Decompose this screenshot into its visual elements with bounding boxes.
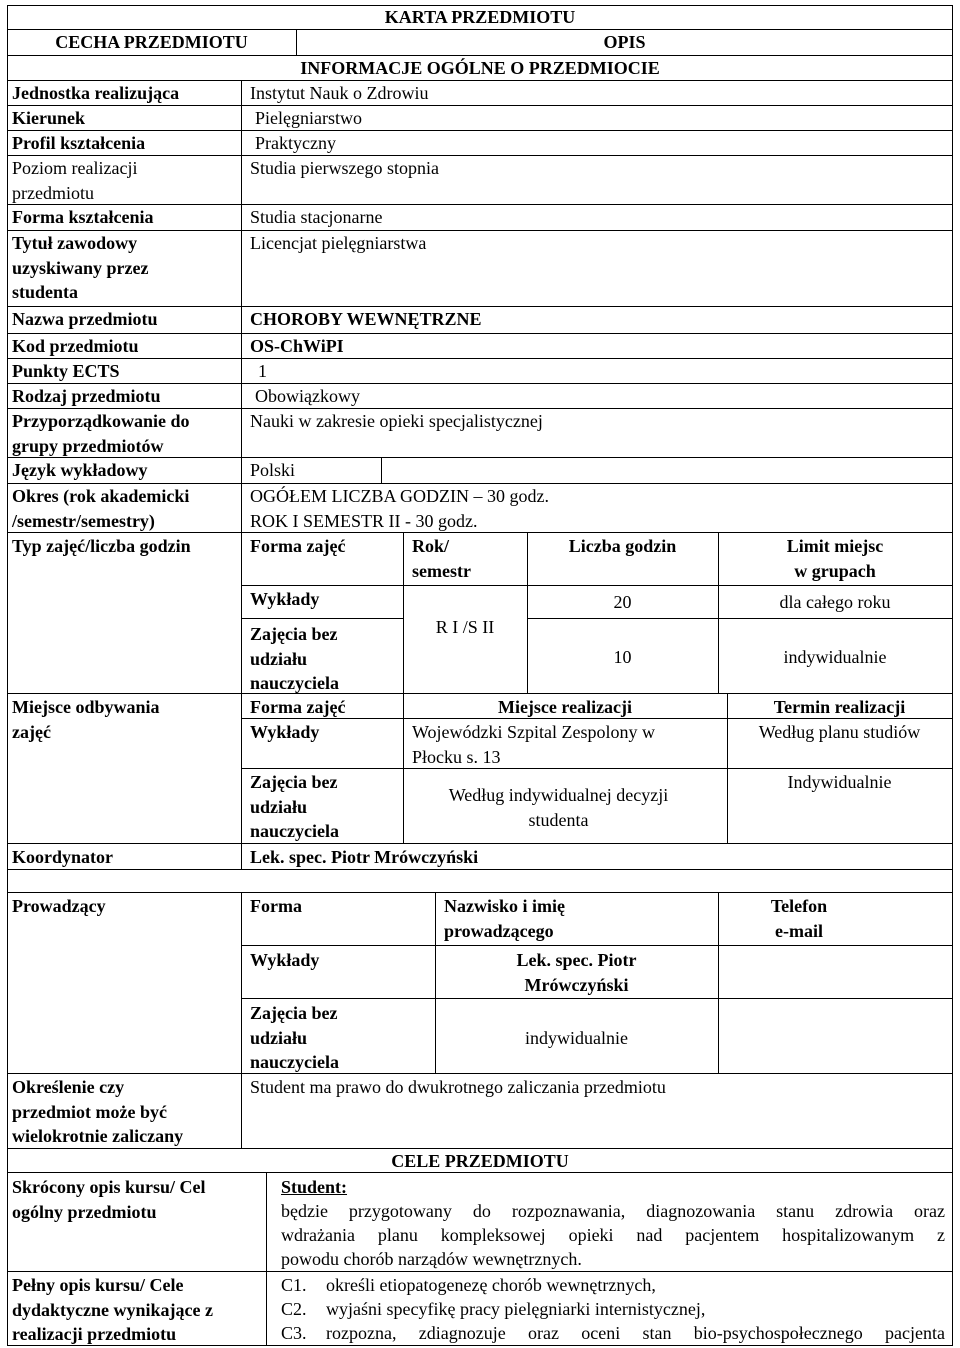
classes-self-line: udziału (250, 648, 308, 669)
classes-head-limit-line: Limit miejsc (786, 536, 884, 556)
place-label (12, 695, 160, 744)
classes-year-value: R I /S II (435, 617, 495, 637)
place-label-line: zajęć (12, 721, 51, 742)
goals-short-label (12, 1175, 206, 1224)
classes-label: Typ zajęć/liczba godzin (12, 536, 191, 556)
place-self-where (403, 783, 714, 832)
teachers-head-email: e-mail (775, 920, 823, 941)
coordinator-label: Koordynator (12, 847, 113, 867)
teachers-self-name: indywidualnie (525, 1028, 628, 1048)
rule-classes-form (403, 532, 404, 693)
classes-head-year-line: Rok/ (412, 536, 450, 556)
place-self-line: udziału (250, 796, 308, 817)
classes-head-hours: Liczba godzin (568, 536, 677, 556)
course-type-value: Obowiązkowy (255, 386, 360, 406)
teachers-lecture-name-line: Mrówczyński (524, 974, 629, 995)
rule-row (7, 358, 953, 359)
lecture-hours: 20 (613, 592, 632, 612)
rule-teach-lecture (241, 998, 952, 999)
teachers-lecture: Wykłady (250, 950, 320, 970)
rule-classes-left (241, 532, 242, 693)
group-label-line: grupy przedmiotów (12, 435, 164, 456)
period-label (12, 484, 189, 533)
card-title: KARTA PRZEDMIOTU (384, 7, 576, 27)
place-head-form: Forma zajęć (250, 697, 346, 717)
course-code-value: OS-ChWiPI (250, 336, 344, 356)
rule-coord-end (7, 869, 953, 870)
field-label: Kierunek (12, 108, 86, 128)
field-value: Pielęgniarstwo (255, 108, 362, 128)
rule-teach-head (241, 945, 952, 946)
course-name-label: Nazwa przedmiotu (12, 309, 158, 329)
goals-short-label-line: Skrócony opis kursu/ Cel (12, 1177, 206, 1197)
place-lecture: Wykłady (250, 722, 320, 742)
classes-self-line: nauczyciela (250, 673, 339, 693)
goal-text: określi etiopatogenezę chorób wewnętrznych, (326, 1275, 656, 1295)
place-lecture-where (412, 720, 655, 769)
profile-label: Profil kształcenia (12, 133, 146, 153)
goals-full-label (12, 1273, 213, 1347)
course-code-label: Kod przedmiotu (12, 336, 139, 356)
degree-label-line: Tytuł zawodowy (12, 233, 138, 253)
goals-short-line: będzie przygotowany do rozpoznawania, diagnozowania stanu zdrowia oraz (281, 1201, 945, 1221)
goals-title: CELE PRZEDMIOTU (391, 1151, 569, 1171)
teachers-lecture-name (435, 948, 718, 997)
goal-code: C1. (281, 1275, 307, 1295)
rule-general-split (241, 80, 242, 532)
degree-label-line: studenta (12, 282, 79, 302)
level-label (12, 156, 137, 205)
repeat-label-line: Określenie czy (12, 1077, 125, 1097)
goals-full-label-line: Pełny opis kursu/ Cele (12, 1275, 184, 1295)
col-description-header: OPIS (603, 32, 646, 52)
goal-code: C2. (281, 1299, 307, 1319)
classes-head-year-line: semestr (412, 560, 471, 581)
goal-text: rozpozna, zdiagnozuje oraz oceni stan bio-psychospołecznego pacjenta (326, 1323, 945, 1343)
teachers-self-line: Zajęcia bez (250, 1003, 338, 1023)
form-value: Studia stacjonarne (250, 207, 383, 227)
lecture-limit: dla całego roku (779, 592, 891, 612)
rule-repeat-split (241, 1073, 242, 1148)
place-lecture-where-line: Wojewódzki Szpital Zespolony w (412, 722, 656, 742)
repeat-label-line: przedmiot może być (12, 1101, 167, 1122)
rule-teach-left (241, 892, 242, 1073)
rule-row (7, 333, 953, 334)
rule-classes-lecture-right (527, 618, 952, 619)
classes-head-limit (718, 534, 952, 583)
rule-classes-lecture-left (241, 618, 403, 619)
goals-full-label-line: realizacji przedmiotu (12, 1324, 177, 1344)
classes-self (250, 622, 339, 696)
rule-lang-end (381, 457, 382, 483)
place-self (250, 770, 339, 844)
period-label-line: /semestr/semestry) (12, 510, 155, 531)
teachers-lecture-name-line: Lek. spec. Piotr (516, 950, 637, 970)
self-limit: indywidualnie (783, 647, 887, 667)
rule-classes-end (7, 693, 953, 694)
repeat-label (12, 1075, 183, 1149)
goals-short-line: powodu chorób narządów wewnętrznych. (281, 1249, 582, 1269)
repeat-label-line: wielokrotnie zaliczany (12, 1126, 184, 1146)
place-label-line: Miejsce odbywania (12, 697, 160, 717)
classes-head-form: Forma zajęć (250, 536, 346, 556)
degree-label-line: uzyskiwany przez (12, 257, 149, 278)
place-self-line: nauczyciela (250, 821, 339, 841)
rule-gap-end (7, 892, 953, 893)
coordinator-value: Lek. spec. Piotr Mrówczyński (250, 847, 479, 867)
period-label-line: Okres (rok akademicki (12, 486, 190, 506)
rule-classes-head (241, 585, 952, 586)
profile-value: Praktyczny (255, 133, 336, 153)
teachers-head-name-line: prowadzącego (444, 920, 554, 941)
unit-label: Jednostka realizująca (12, 83, 180, 103)
col-feature-header: CECHA PRZEDMIOTU (55, 32, 248, 52)
place-self-line: Zajęcia bez (250, 772, 338, 792)
teachers-self-line: nauczyciela (250, 1052, 339, 1072)
degree-value: Licencjat pielęgniarstwa (250, 233, 427, 253)
period-value-line: ROK I SEMESTR II - 30 godz. (250, 510, 478, 531)
section-general-title: INFORMACJE OGÓLNE O PRZEDMIOCIE (300, 58, 660, 78)
group-label-line: Przyporządkowanie do (12, 411, 190, 431)
goals-student-label: Student: (281, 1177, 348, 1197)
classes-lecture: Wykłady (250, 589, 320, 609)
classes-head-year (412, 534, 471, 583)
teachers-head-contact (718, 894, 880, 943)
rule-goals-split (266, 1172, 267, 1345)
degree-label (12, 231, 149, 305)
place-lecture-where-line: Płocku s. 13 (412, 746, 501, 767)
course-type-label: Rodzaj przedmiotu (12, 386, 161, 406)
place-head-where: Miejsce realizacji (497, 697, 633, 717)
goals-short-label-line: ogólny przedmiotu (12, 1201, 157, 1222)
classes-head-limit-line: w grupach (794, 560, 876, 581)
place-self-where-line: Według indywidualnej decyzji (448, 785, 669, 805)
rule-teach-end (7, 1073, 953, 1074)
language-value: Polski (250, 460, 296, 480)
goals-full-label-line: dydaktyczne wynikające z (12, 1299, 213, 1320)
group-label (12, 409, 190, 458)
level-value: Studia pierwszego stopnia (250, 158, 439, 178)
ects-label: Punkty ECTS (12, 361, 120, 381)
course-name-value: CHOROBY WEWNĘTRZNE (250, 309, 482, 329)
level-label-line: Poziom realizacji (12, 158, 138, 178)
ects-value: 1 (258, 361, 267, 381)
language-label: Język wykładowy (12, 460, 148, 480)
rule-row (7, 130, 953, 131)
group-value: Nauki w zakresie opieki specjalistycznej (250, 411, 543, 431)
goal-text: wyjaśni specyfikę pracy pielęgniarki internistycznej, (326, 1299, 706, 1319)
place-lecture-term: Według planu studiów (758, 722, 921, 742)
place-head-term: Termin realizacji (773, 697, 906, 717)
teachers-head-phone: Telefon (770, 896, 828, 916)
period-value (250, 484, 549, 533)
repeat-value: Student ma prawo do dwukrotnego zaliczania przedmiotu (250, 1077, 666, 1097)
frame-left (7, 5, 8, 1345)
teachers-self-line: udziału (250, 1027, 308, 1048)
teachers-label: Prowadzący (12, 896, 106, 916)
level-label-line: przedmiotu (12, 182, 94, 203)
place-self-where-line: studenta (528, 809, 589, 830)
goal-code: C3. (281, 1323, 307, 1343)
rule-coord-split (241, 843, 242, 869)
unit-value: Instytut Nauk o Zdrowiu (250, 83, 429, 103)
teachers-head-name-line: Nazwisko i imię (444, 896, 565, 916)
self-hours: 10 (613, 647, 632, 667)
teachers-self (250, 1001, 339, 1075)
rule-row (7, 230, 953, 231)
classes-self-line: Zajęcia bez (250, 624, 338, 644)
teachers-head-name (444, 894, 565, 943)
rule-place-end (7, 843, 953, 844)
place-self-term: Indywidualnie (787, 772, 892, 792)
period-value-line: OGÓŁEM LICZBA GODZIN – 30 godz. (250, 486, 549, 506)
frame-right (952, 5, 953, 1345)
rule-row (7, 155, 953, 156)
form-label: Forma kształcenia (12, 207, 154, 227)
goals-short-line: wdrażania planu kompleksowej opieki nad pacjentem hospitalizowanym z (281, 1225, 945, 1245)
teachers-head-form: Forma (250, 896, 302, 916)
